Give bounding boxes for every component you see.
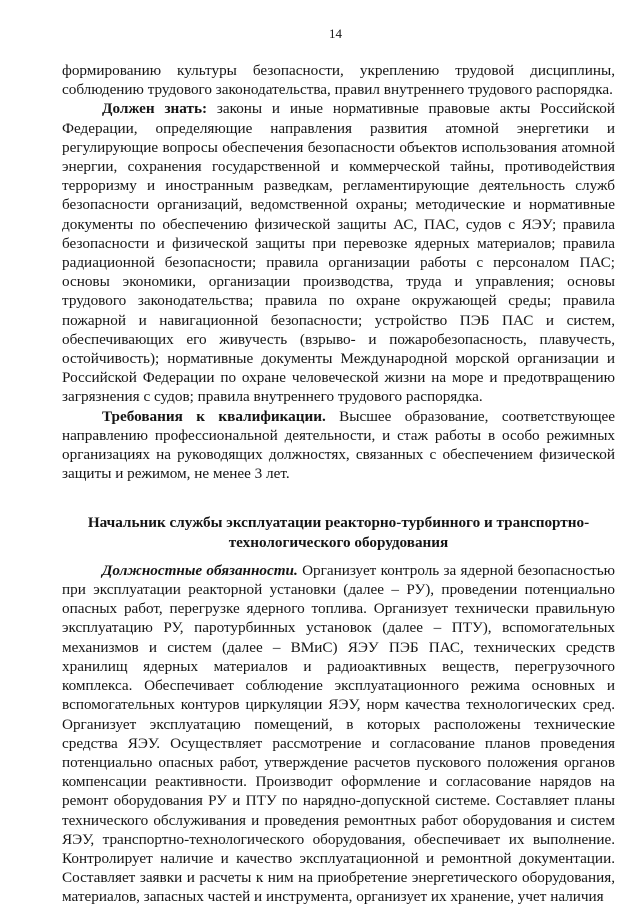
duties-text: Организует контроль за ядерной безопасностью при эксплуатации реакторной установки (далее – РУ), проведении потенциально опасных работ, перегрузке ядерного топлива. Организует технически правильную эксплуатацию РУ, паротурбинных установок (далее – ПТУ), вспомогательных механизмов и систем (далее – ВМиС) ЯЭУ ПЭБ ПАС, технических средств хранилищ ядерных материалов и радиоактивных веществ, перегрузочного комплекса. Обеспечивает соблюдение эксплуатационного режима основных и вспомогательных контуров циркуляции ЯЭУ, норм качества технологических сред. Организует эксплуатацию помещений, в которых расположены технические средства ЯЭУ. Осуществляет рассмотрение и согласование планов проведения потенциально опасных работ, утверждение расчетов пускового положения органов компенсации реактивности. Производит оформление и согласование нарядов на ремонт оборудования РУ и ПТУ по нарядно-допускной системе. Составляет планы технического обслуживания и проведения ремонтных работ оборудования и систем ЯЭУ, транспортно-технологического оборудования, обеспечивает их выполнение. Контролирует наличие и качество эксплуатационной и ремонтной документации. Составляет заявки и расчеты к ним на приобретение энергетического оборудования, материалов, запасных частей и инструмента, организует их хранение, учет наличия	[62, 561, 616, 906]
section-title: Начальник службы эксплуатации реакторно-турбинного и транспортно-технологического оборудования	[87, 514, 590, 551]
paragraph-qualification	[62, 407, 615, 484]
paragraph-continuation: формированию культуры безопасности, укреплению трудовой дисциплины, соблюдению трудового законодательства, правил внутреннего трудового распорядка.	[62, 62, 615, 99]
paragraph-must-know	[62, 99, 615, 406]
must-know-label: Должен знать:	[102, 100, 208, 118]
document-page	[62, 26, 615, 907]
duties-label: Должностные обязанности.	[102, 561, 298, 579]
page-number: 14	[329, 26, 342, 41]
qualification-text: Высшее образование, соответствующее направлению профессиональной деятельности, и стаж работы в особо режимных организациях на руководящих должностях, связанных с обеспечением физической защиты и режимом, не менее 3 лет.	[62, 407, 616, 483]
must-know-text: законы и иные нормативные правовые акты Российской Федерации, определяющие направления развития атомной энергетики и регулирующие вопросы обеспечения безопасности объектов использования атомной энергии, сохранения государственной и коммерческой тайны, противодействия терроризму и иностранным разведкам, регламентирующие деятельность служб безопасности организаций, ведомственной охраны; методические и нормативные документы по обеспечению физической защиты АС, ПАС, судов с ЯЭУ; правила безопасности и физической защиты при перевозке ядерных материалов; правила радиационной безопасности; правила организации работы с персоналом ПАС; основы экономики, организации производства, труда и управления; основы трудового законодательства; правила по охране окружающей среды; правила пожарной и навигационной безопасности; устройство ПЭБ ПАС и систем, обеспечивающих его живучесть (взрыво- и пожаробезопасность, плавучесть, остойчивость); нормативные документы Международной морской организации и Российской Федерации по охране человеческой жизни на море и предотвращению загрязнения с судов; правила внутреннего трудового распорядка.	[62, 100, 615, 406]
qualification-label: Требования к квалификации.	[102, 407, 326, 425]
paragraph-duties	[62, 561, 615, 907]
